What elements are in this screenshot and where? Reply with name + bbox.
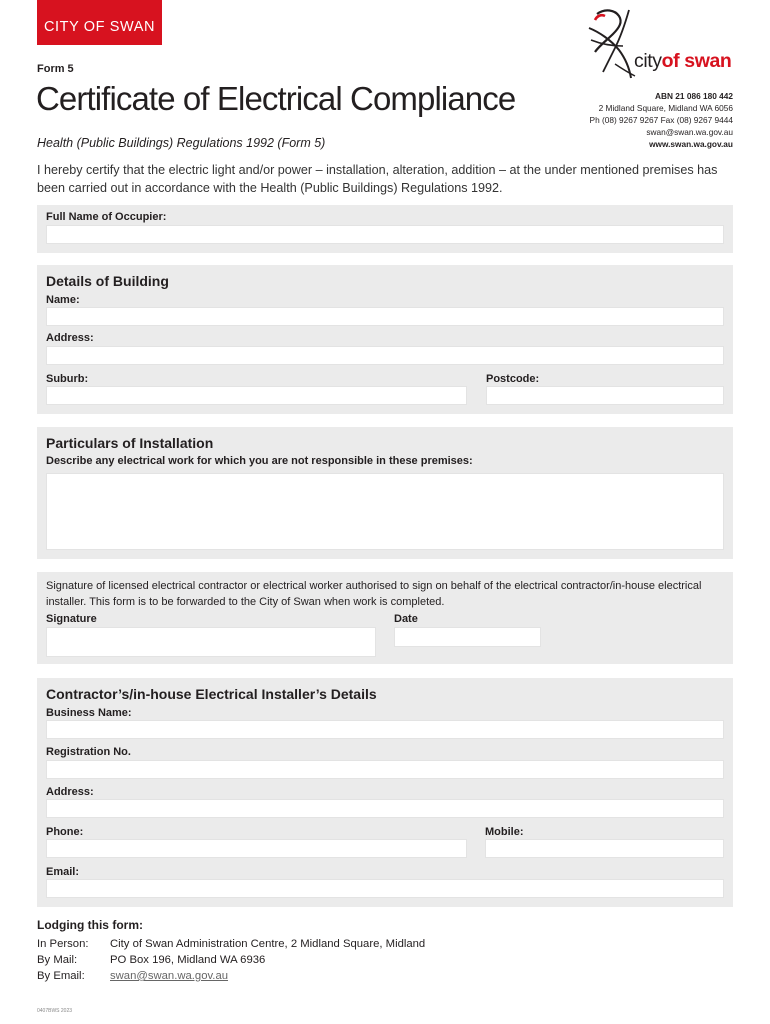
registration-field[interactable] — [46, 760, 724, 779]
phone-fax-text: Ph (08) 9267 9267 Fax (08) 9267 9444 — [589, 115, 733, 125]
phone-field[interactable] — [46, 839, 467, 858]
installation-panel — [37, 427, 733, 559]
lodging-section — [37, 918, 425, 984]
occupier-panel — [37, 205, 733, 253]
building-panel — [37, 265, 733, 414]
signature-label: Signature — [46, 613, 97, 625]
city-of-swan-logo — [585, 6, 735, 88]
lodging-in-person-row — [37, 936, 425, 952]
suburb-field[interactable] — [46, 386, 467, 405]
contact-block — [590, 90, 733, 150]
suburb-label: Suburb: — [46, 373, 89, 385]
signature-field[interactable] — [46, 627, 376, 657]
occupier-name-field[interactable] — [46, 225, 724, 244]
contractor-address-label: Address: — [46, 786, 94, 798]
signature-note: Signature of licensed electrical contractor or electrical worker authorised to sign on behalf of the electrical contractor/in-house electrical installer. This form is to be forwarded to the City of Swan when work is completed. — [46, 580, 702, 608]
logo-swan-text: of swan — [661, 50, 732, 72]
email-link[interactable]: swan@swan.wa.gov.au — [110, 970, 229, 982]
occupier-label: Full Name of Occupier: — [46, 211, 167, 223]
installation-heading: Particulars of Installation — [46, 435, 214, 451]
building-name-label: Name: — [46, 294, 80, 306]
mail-value: PO Box 196, Midland WA 6936 — [110, 954, 266, 966]
lodging-mail-row — [37, 952, 425, 968]
page-title: Certificate of Electrical Compliance — [36, 80, 516, 117]
building-heading: Details of Building — [46, 273, 169, 289]
intro-text: I hereby certify that the electric light and/or power – installation, alteration, addition – at the under mentioned premises has been carried out in accordance with the Health (Public Buildings) Regulations 1992. — [37, 163, 718, 195]
installation-describe-label: Describe any electrical work for which you are not responsible in these premises: — [46, 455, 473, 467]
address-text: 2 Midland Square, Midland WA 6056 — [598, 103, 733, 113]
business-name-field[interactable] — [46, 720, 724, 739]
phone-label: Phone: — [46, 826, 84, 838]
building-address-field[interactable] — [46, 346, 724, 365]
contractor-email-field[interactable] — [46, 879, 724, 898]
mobile-field[interactable] — [485, 839, 724, 858]
business-name-label: Business Name: — [46, 707, 132, 719]
logo-city-text: city — [634, 50, 662, 72]
postcode-field[interactable] — [486, 386, 724, 405]
email-text: swan@swan.wa.gov.au — [646, 127, 733, 137]
date-field[interactable] — [394, 627, 541, 647]
form-number: Form 5 — [37, 63, 74, 75]
brand-bar — [37, 0, 162, 45]
in-person-value: City of Swan Administration Centre, 2 Midland Square, Midland — [110, 938, 426, 950]
contractor-heading: Contractor’s/in-house Electrical Installer’s Details — [46, 686, 377, 702]
logo-wordmark — [634, 50, 731, 73]
registration-label: Registration No. — [46, 746, 131, 758]
lodging-email-row — [37, 968, 425, 984]
contractor-panel — [37, 678, 733, 907]
website-text: www.swan.wa.gov.au — [649, 139, 733, 149]
brand-bar-text: CITY OF SWAN — [43, 19, 156, 35]
installation-description-field[interactable] — [46, 473, 724, 550]
in-person-label: In Person: — [37, 938, 89, 950]
contractor-address-field[interactable] — [46, 799, 724, 818]
email-label: By Email: — [37, 970, 85, 982]
page-subtitle: Health (Public Buildings) Regulations 1992 (Form 5) — [37, 136, 326, 150]
building-name-field[interactable] — [46, 307, 724, 326]
document-code: 0407BWS 2023 — [37, 1008, 73, 1014]
postcode-label: Postcode: — [486, 373, 540, 385]
mail-label: By Mail: — [37, 954, 78, 966]
building-address-label: Address: — [46, 332, 94, 344]
lodging-heading: Lodging this form: — [37, 918, 143, 932]
signature-panel — [37, 572, 733, 664]
swan-logo-icon — [585, 6, 645, 88]
contractor-email-label: Email: — [46, 866, 80, 878]
abn-text: ABN 21 086 180 442 — [655, 91, 733, 101]
mobile-label: Mobile: — [485, 826, 524, 838]
date-label: Date — [394, 613, 418, 625]
